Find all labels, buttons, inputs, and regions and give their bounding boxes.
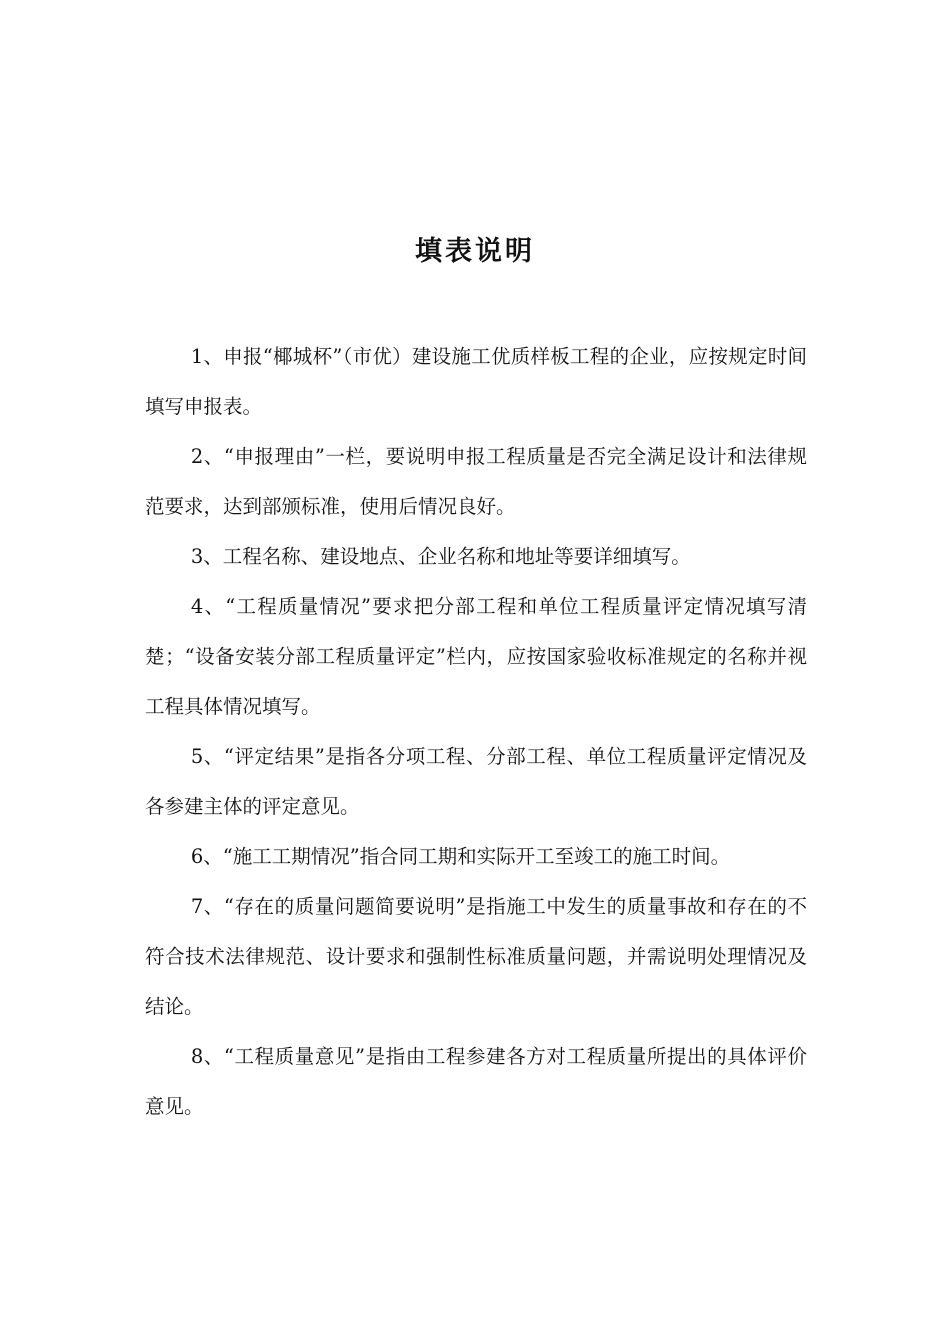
instruction-item-6: 6、“施工工期情况”指合同工期和实际开工至竣工的施工时间。 (190, 845, 731, 868)
instruction-item-7: 7、“存在的质量问题简要说明”是指施工中发生的质量事故和存在的不符合技术法律规范、设计要求和强制性标准质量问题，并需说明处理情况及结论。 (145, 895, 807, 1018)
instruction-item-1: 1、申报“椰城杯”（市优）建设施工优质样板工程的企业，应按规定时间填写申报表。 (145, 345, 807, 418)
instructions-body (145, 332, 807, 1132)
instruction-item-2: 2、“申报理由”一栏，要说明申报工程质量是否完全满足设计和法律规范要求，达到部颁标准，使用后情况良好。 (145, 445, 807, 518)
page-title: 填表说明 (415, 236, 535, 267)
instruction-item-3: 3、工程名称、建设地点、企业名称和地址等要详细填写。 (190, 545, 691, 568)
instruction-item-4: 4、“工程质量情况”要求把分部工程和单位工程质量评定情况填写清楚；“设备安装分部工程质量评定”栏内，应按国家验收标准规定的名称并视工程具体情况填写。 (145, 595, 807, 718)
instruction-item-5: 5、“评定结果”是指各分项工程、分部工程、单位工程质量评定情况及各参建主体的评定意见。 (145, 745, 807, 818)
instruction-item-8: 8、“工程质量意见”是指由工程参建各方对工程质量所提出的具体评价意见。 (145, 1045, 807, 1118)
